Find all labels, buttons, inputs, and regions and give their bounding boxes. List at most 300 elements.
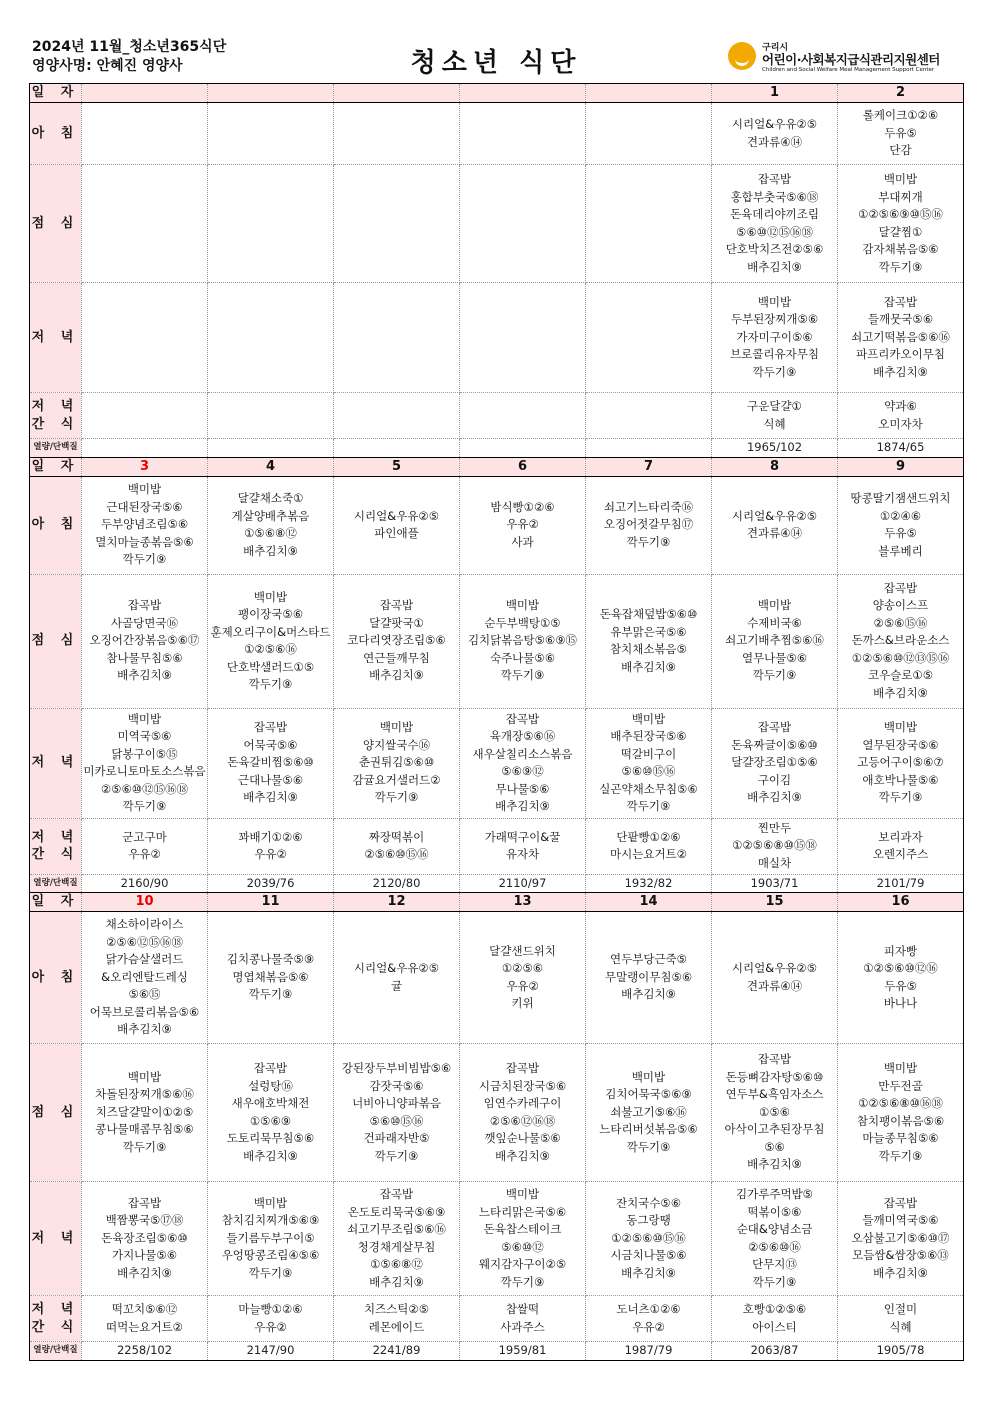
menu-item: 마늘종무침⑤⑥ xyxy=(862,1131,939,1145)
menu-item: 바나나 xyxy=(883,996,918,1010)
snack-cell xyxy=(460,1296,586,1342)
menu-item: 수제비국⑥ xyxy=(747,615,802,630)
menu-item: 잡곡밥 xyxy=(127,1195,162,1210)
menu-item: 가자미구이⑤⑥ xyxy=(736,329,813,344)
menu-item: 순대&양념소금 xyxy=(736,1222,813,1236)
kcal-protein-cell: 2101/79 xyxy=(838,874,964,893)
menu-item: 돈육갈비찜⑤⑥⑩ xyxy=(227,755,314,770)
menu-item: 백미밥 xyxy=(883,1061,918,1075)
dietitian-name: 영양사명: 안혜진 영양사 xyxy=(32,58,183,74)
menu-item: 떡꼬치⑤⑥⑫ xyxy=(111,1302,178,1316)
menu-item: 배추김치⑨ xyxy=(243,790,298,805)
menu-item: 강된장두부비빔밥⑤⑥ xyxy=(341,1061,452,1075)
menu-item: 깍두기⑨ xyxy=(248,677,293,691)
menu-item: 배추김치⑨ xyxy=(117,668,172,683)
menu-item: 깍두기⑨ xyxy=(122,552,167,567)
menu-item: 시리얼&우유②⑤ xyxy=(731,961,818,975)
kcal-row xyxy=(30,439,964,458)
menu-item: 들깨뭇국⑤⑥ xyxy=(867,312,934,327)
dinner-cell xyxy=(208,708,334,818)
menu-item: 달걀찜① xyxy=(878,224,923,239)
dinner-cell xyxy=(712,283,838,393)
menu-item: 땅콩딸기잼샌드위치 xyxy=(850,491,951,505)
menu-item: &오리엔탈드레싱 xyxy=(101,969,188,984)
lunch-cell xyxy=(586,165,712,283)
menu-item: 오징어젓갈무침⑰ xyxy=(603,517,694,532)
menu-item: 잡곡밥 xyxy=(757,1052,792,1067)
menu-item: 롤케이크①②⑥ xyxy=(862,108,939,123)
snack-row xyxy=(30,393,964,439)
menu-item: 배추김치⑨ xyxy=(621,987,676,1002)
kcal-protein-cell: 1874/65 xyxy=(838,439,964,458)
menu-item: 배추된장국⑤⑥ xyxy=(610,729,687,743)
menu-item: 쇠고기느타리죽⑯ xyxy=(603,499,694,514)
menu-item: 배추김치⑨ xyxy=(747,1157,802,1172)
kcal-protein-cell: 2063/87 xyxy=(712,1342,838,1361)
menu-item: 애호박나물⑤⑥ xyxy=(862,772,939,787)
dinner-cell xyxy=(586,283,712,393)
menu-item: 돈등뼈감자탕⑤⑥⑩ xyxy=(725,1069,824,1084)
menu-item: 단호박샐러드①⑤ xyxy=(226,659,315,674)
menu-item: 매실차 xyxy=(757,855,792,870)
menu-item: 가지나물⑤⑥ xyxy=(111,1248,178,1263)
menu-item: 도너츠①②⑥ xyxy=(616,1302,681,1316)
menu-item: 깍두기⑨ xyxy=(374,790,419,805)
kcal-protein-cell xyxy=(82,439,208,458)
lunch-row xyxy=(30,574,964,708)
row-label-line: 저 녁 xyxy=(31,399,80,414)
menu-item: 돈까스&브라운소스 xyxy=(851,633,950,648)
menu-item: 두부양념조림⑤⑥ xyxy=(100,517,189,532)
snack-cell xyxy=(712,393,838,439)
menu-item: 백미밥 xyxy=(379,720,414,735)
date-cell: 9 xyxy=(838,457,964,476)
menu-item: 구이김 xyxy=(757,772,792,787)
menu-item: 유자차 xyxy=(505,847,540,861)
breakfast-cell xyxy=(460,912,586,1044)
menu-item: 깍두기⑨ xyxy=(626,1139,671,1154)
menu-item: 찐만두 xyxy=(757,820,792,835)
menu-item: 배추김치⑨ xyxy=(117,1022,172,1037)
menu-item: 청경채게살무침 xyxy=(357,1239,436,1254)
dinner-cell xyxy=(586,708,712,818)
snack-cell xyxy=(838,1296,964,1342)
menu-item: 깍두기⑨ xyxy=(374,1148,419,1163)
menu-item: 어묵브로콜리볶음⑤⑥ xyxy=(89,1004,200,1019)
breakfast-cell xyxy=(82,103,208,165)
kcal-protein-cell: 1905/78 xyxy=(838,1342,964,1361)
menu-item: 들깨미역국⑤⑥ xyxy=(862,1213,939,1228)
menu-item: 잡곡밥 xyxy=(883,294,918,309)
menu-item: ①②⑤⑥⑯ xyxy=(244,642,297,656)
date-cell xyxy=(208,84,334,103)
dinner-cell xyxy=(208,1182,334,1296)
menu-item: 백미밥 xyxy=(253,1195,288,1210)
menu-item: 돈육잡채덮밥⑤⑥⑩ xyxy=(599,607,698,621)
menu-item: 들기름두부구이⑤ xyxy=(226,1230,315,1245)
breakfast-cell xyxy=(712,103,838,165)
date-cell: 14 xyxy=(586,893,712,912)
kcal-protein-cell: 1932/82 xyxy=(586,874,712,893)
menu-item: 홍합부춧국⑤⑥⑱ xyxy=(730,189,819,204)
menu-item: 배추김치⑨ xyxy=(243,543,298,558)
row-label: 아 침 xyxy=(30,476,82,574)
menu-item: 달걀팟국① xyxy=(369,615,424,630)
breakfast-cell xyxy=(82,912,208,1044)
menu-item: 백미밥 xyxy=(883,720,918,735)
menu-item: 새우애호박채전 xyxy=(231,1096,310,1110)
kcal-protein-cell xyxy=(208,439,334,458)
menu-item: 식혜 xyxy=(763,416,786,431)
row-label: 일 자 xyxy=(30,893,82,912)
kcal-protein-cell: 1903/71 xyxy=(712,874,838,893)
menu-item: 견과류④⑭ xyxy=(746,526,803,540)
menu-item: ⑤⑥ xyxy=(764,1139,785,1154)
menu-item: 잡곡밥 xyxy=(757,720,792,735)
menu-item: ①②⑤⑥⑩⑮⑯ xyxy=(611,1230,686,1245)
menu-item: 마늘빵①②⑥ xyxy=(238,1302,303,1316)
snack-cell xyxy=(208,818,334,874)
snack-cell xyxy=(82,818,208,874)
breakfast-cell xyxy=(334,476,460,574)
menu-item: 시리얼&우유②⑤ xyxy=(731,117,818,131)
menu-item: ⑤⑥⑩⑫ xyxy=(501,1239,544,1254)
snack-cell xyxy=(712,1296,838,1342)
menu-item: 김치콩나물죽⑤⑨ xyxy=(226,952,315,967)
kcal-protein-cell: 2258/102 xyxy=(82,1342,208,1361)
lunch-cell xyxy=(712,165,838,283)
menu-item: ①②④⑥ xyxy=(879,508,922,523)
dinner-cell xyxy=(712,708,838,818)
menu-item: 쇠불고기⑤⑥⑯ xyxy=(610,1104,687,1119)
lunch-cell xyxy=(334,574,460,708)
menu-item: ①⑤⑥⑧⑫ xyxy=(244,526,297,540)
menu-item: 너비아니양파볶음 xyxy=(352,1096,441,1110)
breakfast-cell xyxy=(208,912,334,1044)
breakfast-row xyxy=(30,912,964,1044)
menu-item: 근대나물⑤⑥ xyxy=(237,772,304,787)
menu-item: 임연수카레구이 xyxy=(483,1096,562,1110)
snack-cell xyxy=(334,393,460,439)
menu-item: ①②⑤⑥⑩⑫⑬⑮⑯ xyxy=(851,650,950,665)
lunch-cell xyxy=(712,1044,838,1182)
menu-item: 유부맑은국⑤⑥ xyxy=(610,624,687,639)
date-cell: 7 xyxy=(586,457,712,476)
menu-item: 달걀채소죽① xyxy=(237,491,304,505)
menu-item: 동그랑땡 xyxy=(626,1213,671,1228)
menu-item: 훈제오리구이&머스타드 xyxy=(210,624,331,639)
snack-cell xyxy=(208,393,334,439)
menu-item: 무말랭이무침⑤⑥ xyxy=(604,969,693,984)
menu-item: 돈육찹스테이크 xyxy=(483,1222,562,1236)
menu-item: 열무나물⑤⑥ xyxy=(741,650,808,665)
menu-item: 잡곡밥 xyxy=(127,598,162,613)
menu-item: 육개장⑤⑥⑯ xyxy=(489,729,556,743)
menu-item: 참나물무침⑤⑥ xyxy=(106,650,183,665)
breakfast-cell xyxy=(334,912,460,1044)
menu-item: 깍두기⑨ xyxy=(626,799,671,813)
breakfast-cell xyxy=(82,476,208,574)
menu-item: 우유② xyxy=(632,1319,665,1334)
snack-row xyxy=(30,1296,964,1342)
menu-item: ②⑤⑥⑫⑯⑱ xyxy=(489,1113,556,1128)
row-label-line: 저 녁 xyxy=(31,1302,80,1317)
menu-item: 백미밥 xyxy=(631,711,666,726)
menu-item: 견과류④⑭ xyxy=(746,978,803,993)
date-cell: 6 xyxy=(460,457,586,476)
date-cell: 4 xyxy=(208,457,334,476)
snack-cell xyxy=(586,1296,712,1342)
menu-item: 만두전골 xyxy=(878,1078,923,1093)
menu-item: 설렁탕⑯ xyxy=(248,1078,293,1093)
menu-item: 깻잎순나물⑤⑥ xyxy=(484,1131,561,1145)
date-cell xyxy=(82,84,208,103)
row-label xyxy=(30,1296,82,1342)
dinner-cell xyxy=(82,1182,208,1296)
kcal-row xyxy=(30,1342,964,1361)
menu-item: 마시는요거트② xyxy=(610,847,687,861)
menu-item: 잡곡밥 xyxy=(505,711,540,726)
lunch-cell xyxy=(82,165,208,283)
menu-item: 채소하이라이스 xyxy=(105,917,184,932)
row-label: 열량/단백질 xyxy=(30,874,82,893)
kcal-row xyxy=(30,874,964,893)
menu-item: 백미밥 xyxy=(883,172,918,186)
menu-item: 잡곡밥 xyxy=(883,580,918,595)
breakfast-cell xyxy=(712,912,838,1044)
breakfast-cell xyxy=(838,912,964,1044)
menu-item: 웨지감자구이②⑤ xyxy=(478,1257,567,1271)
menu-item: 아이스티 xyxy=(752,1319,797,1334)
menu-period: 2024년 11월_청소년365식단 xyxy=(32,39,227,55)
lunch-row xyxy=(30,165,964,283)
menu-item: 블루베리 xyxy=(878,543,923,558)
menu-item: 배추김치⑨ xyxy=(495,799,550,813)
menu-item: 열무된장국⑤⑥ xyxy=(862,737,939,752)
menu-item: ②⑤⑥⑮⑯ xyxy=(873,615,928,630)
menu-item: 미카로니토마토소스볶음 xyxy=(83,764,206,778)
row-label: 열량/단백질 xyxy=(30,439,82,458)
menu-item: 백미밥 xyxy=(505,1187,540,1201)
menu-item: 시리얼&우유②⑤ xyxy=(353,961,440,975)
row-label: 일 자 xyxy=(30,457,82,476)
kcal-protein-cell: 2039/76 xyxy=(208,874,334,893)
menu-item: 근대된장국⑤⑥ xyxy=(106,499,183,514)
menu-item: ①②⑤⑥⑨⑩⑮⑯ xyxy=(858,207,943,221)
menu-item: 배추김치⑨ xyxy=(369,668,424,683)
menu-item: ⑤⑥⑩⑫⑮⑯⑱ xyxy=(736,224,813,239)
menu-item: 우유② xyxy=(254,1319,287,1334)
lunch-cell xyxy=(586,1044,712,1182)
menu-item: 닭가슴살샐러드 xyxy=(105,952,184,967)
menu-item: 김치어묵국⑤⑥⑨ xyxy=(605,1087,692,1102)
menu-item: ②⑤⑥⑩⑮⑯ xyxy=(364,847,429,861)
breakfast-cell xyxy=(586,476,712,574)
menu-item: 백미밥 xyxy=(631,1069,666,1084)
row-label-line: 간 식 xyxy=(31,1319,80,1335)
kcal-protein-cell: 2110/97 xyxy=(460,874,586,893)
menu-item: 멸치마늘종볶음⑤⑥ xyxy=(95,534,194,549)
date-cell: 12 xyxy=(334,893,460,912)
menu-item: 귤 xyxy=(390,978,403,993)
menu-item: ②⑤⑥⑩⑫⑮⑯⑱ xyxy=(100,781,189,796)
menu-item: 우유② xyxy=(254,847,287,861)
menu-item: 배추김치⑨ xyxy=(117,1265,172,1280)
breakfast-cell xyxy=(460,103,586,165)
menu-item: 우유② xyxy=(128,847,161,861)
menu-item: 아삭이고추된장무침 xyxy=(724,1122,825,1137)
menu-item: 단무지⑬ xyxy=(752,1257,797,1271)
menu-item: 명엽채볶음⑤⑥ xyxy=(232,969,309,984)
row-label: 점 심 xyxy=(30,165,82,283)
page-header xyxy=(0,0,992,84)
lunch-cell xyxy=(334,165,460,283)
menu-item: 군고구마 xyxy=(122,829,167,844)
menu-item: 배추김치⑨ xyxy=(873,1265,928,1280)
lunch-cell xyxy=(334,1044,460,1182)
menu-item: 키위 xyxy=(511,996,534,1010)
menu-item: 사과 xyxy=(511,534,534,549)
menu-item: 순두부백탕①⑤ xyxy=(484,615,561,630)
menu-item: 치즈스틱②⑤ xyxy=(363,1302,430,1316)
menu-item: 배추김치⑨ xyxy=(495,1148,550,1163)
lunch-row xyxy=(30,1044,964,1182)
menu-item: 깍두기⑨ xyxy=(122,1139,167,1154)
row-label: 점 심 xyxy=(30,574,82,708)
kcal-protein-cell: 2241/89 xyxy=(334,1342,460,1361)
menu-item: ⑤⑥⑩⑮⑯ xyxy=(621,764,676,778)
lunch-cell xyxy=(586,574,712,708)
kcal-protein-cell xyxy=(460,439,586,458)
lunch-cell xyxy=(838,1044,964,1182)
dinner-cell xyxy=(838,283,964,393)
menu-item: 코우슬로①⑤ xyxy=(867,668,934,683)
dinner-cell xyxy=(586,1182,712,1296)
menu-item: 백미밥 xyxy=(127,1069,162,1084)
menu-item: 깍두기⑨ xyxy=(248,1265,293,1280)
menu-item: 브로콜리유자무침 xyxy=(730,347,819,362)
menu-item: 피자빵 xyxy=(883,943,918,958)
date-cell: 3 xyxy=(82,457,208,476)
menu-item: 온도토리묵국⑤⑥⑨ xyxy=(347,1204,446,1219)
menu-item: 잡곡밥 xyxy=(253,720,288,735)
menu-item: 돈육짜글이⑤⑥⑩ xyxy=(731,737,818,752)
menu-item: 오렌지주스 xyxy=(872,847,929,861)
menu-item: ①②⑤⑥⑧⑩⑮⑱ xyxy=(732,838,817,853)
snack-cell xyxy=(208,1296,334,1342)
menu-item: 깍두기⑨ xyxy=(752,668,797,683)
snack-cell xyxy=(586,393,712,439)
kcal-protein-cell: 2120/80 xyxy=(334,874,460,893)
dinner-cell xyxy=(838,708,964,818)
menu-item: 잡곡밥 xyxy=(379,1187,414,1201)
menu-item: 춘권튀김⑤⑥⑩ xyxy=(358,755,435,770)
snack-row xyxy=(30,818,964,874)
snack-cell xyxy=(460,818,586,874)
menu-item: ①②⑤⑥⑩⑫⑯ xyxy=(863,961,938,975)
menu-item: 두유⑤ xyxy=(884,978,917,993)
menu-item: 연근들깨무침 xyxy=(363,650,430,665)
menu-item: 깍두기⑨ xyxy=(878,790,923,805)
menu-item: 잔치국수⑤⑥ xyxy=(615,1195,682,1210)
menu-item: 가래떡구이&꿀 xyxy=(484,829,561,844)
menu-item: ②⑤⑥⑫⑮⑯⑱ xyxy=(106,934,183,949)
menu-item: 차돌된장찌개⑤⑥⑯ xyxy=(95,1087,194,1102)
menu-item: 김가루주먹밥⑤ xyxy=(736,1187,813,1201)
menu-item: ①⑤⑥⑨ xyxy=(249,1113,292,1128)
dinner-row xyxy=(30,283,964,393)
menu-item: 식혜 xyxy=(889,1319,912,1334)
date-cell xyxy=(460,84,586,103)
menu-item: 꽈배기①②⑥ xyxy=(238,829,303,844)
menu-item: 잡곡밥 xyxy=(757,172,792,186)
lunch-cell xyxy=(838,574,964,708)
menu-item: ②⑤⑥⑩⑯ xyxy=(748,1239,801,1254)
snack-cell xyxy=(586,818,712,874)
menu-item: 깍두기⑨ xyxy=(626,534,671,549)
menu-item: 떡볶이⑤⑥ xyxy=(747,1204,802,1219)
kcal-protein-cell xyxy=(586,439,712,458)
dinner-cell xyxy=(334,283,460,393)
menu-item: 잡곡밥 xyxy=(505,1061,540,1075)
menu-item: 코다리엿장조림⑤⑥ xyxy=(347,633,446,648)
menu-item: 참치김치찌개⑤⑥⑨ xyxy=(221,1213,320,1228)
snack-cell xyxy=(712,818,838,874)
menu-item: 무나물⑤⑥ xyxy=(495,781,550,796)
menu-item: 백미밥 xyxy=(757,294,792,309)
menu-item: 밤식빵①②⑥ xyxy=(490,499,555,514)
dinner-cell xyxy=(82,708,208,818)
menu-item: 보리과자 xyxy=(878,829,923,844)
logo-english-name: Children and Social Welfare Meal Management Support Center xyxy=(762,67,935,73)
menu-item: 오삼불고기⑤⑥⑩⑰ xyxy=(851,1230,950,1245)
menu-item: ①⑤⑥⑧⑫ xyxy=(370,1257,423,1271)
breakfast-cell xyxy=(838,103,964,165)
menu-item: 달걀장조림①⑤⑥ xyxy=(731,755,818,770)
lunch-cell xyxy=(460,1044,586,1182)
lunch-cell xyxy=(838,165,964,283)
menu-item: 배추김치⑨ xyxy=(873,364,928,379)
kcal-protein-cell: 1965/102 xyxy=(712,439,838,458)
menu-item: 감귤요거샐러드② xyxy=(352,772,441,787)
menu-item: 배추김치⑨ xyxy=(747,790,802,805)
menu-item: 감자채볶음⑤⑥ xyxy=(862,242,939,256)
menu-item: 잡곡밥 xyxy=(883,1195,918,1210)
date-cell: 16 xyxy=(838,893,964,912)
menu-item: 참치채소볶음⑤ xyxy=(610,642,687,656)
menu-item: ⑤⑥⑮ xyxy=(128,987,161,1002)
menu-item: 시리얼&우유②⑤ xyxy=(353,508,440,523)
kcal-protein-cell: 1959/81 xyxy=(460,1342,586,1361)
dinner-cell xyxy=(460,283,586,393)
menu-item: 모듬쌈&쌈장⑤⑥⑬ xyxy=(852,1248,949,1263)
menu-item: 구운달걀① xyxy=(747,399,802,413)
date-cell: 11 xyxy=(208,893,334,912)
row-label: 아 침 xyxy=(30,912,82,1044)
dinner-cell xyxy=(460,1182,586,1296)
menu-item: 미역국⑤⑥ xyxy=(117,729,172,743)
menu-item: ①⑤⑥ xyxy=(759,1104,790,1119)
date-cell: 1 xyxy=(712,84,838,103)
menu-item: ⑤⑥⑩⑮⑯ xyxy=(369,1113,424,1128)
menu-item: 참치팽이볶음⑤⑥ xyxy=(856,1113,945,1128)
menu-item: 백미밥 xyxy=(505,598,540,613)
kcal-protein-cell xyxy=(334,439,460,458)
row-label-line: 간 식 xyxy=(31,847,80,862)
menu-item: 단호박치즈전②⑤⑥ xyxy=(725,242,824,256)
menu-item: ①②⑤⑥ xyxy=(501,961,544,975)
menu-item: 두유⑤ xyxy=(884,125,917,140)
